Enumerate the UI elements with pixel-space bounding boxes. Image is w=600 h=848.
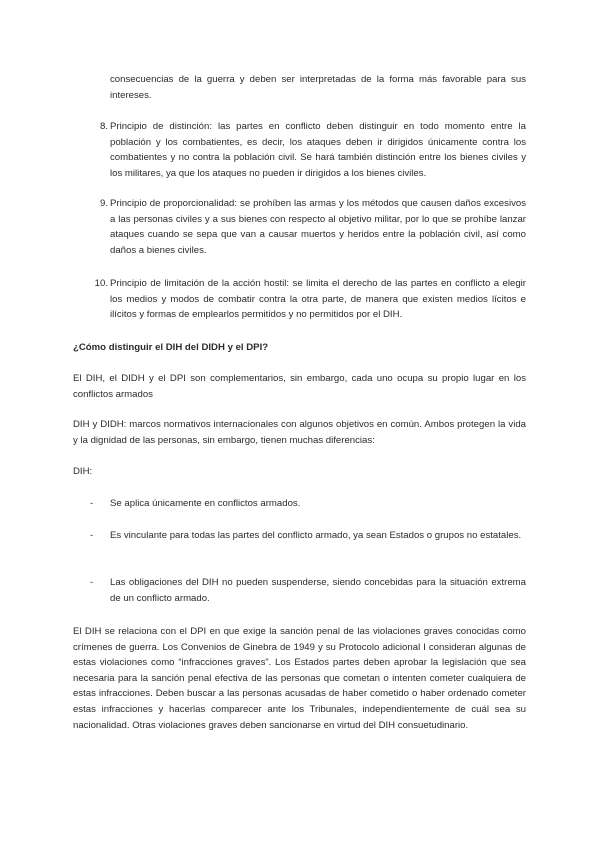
list-item-text: Es vinculante para todas las partes del conflicto armado, ya sean Estados o grupos no estatales. (110, 530, 522, 541)
paragraph-dih-dpi: El DIH se relaciona con el DPI en que exige la sanción penal de las violaciones graves conocidas como crímenes de guerra. Los Convenios de Ginebra de 1949 y su Protocolo adicional I consideran algunas de estas violaciones como “infracciones graves”. Los Estados partes deben aprobar la legislación que sea necesaria para la sanción penal efectiva de las personas que cometan o intenten cometer cualquiera de estas infracciones. Deben buscar a las personas acusadas de haber cometido o haber ordenado cometer estas infracciones y hacerlas comparecer ante los Tribunales, independientemente de cuál sea su nacionalidad. Otras violaciones graves deben sancionarse en virtud del DIH consuetudinario. (73, 626, 526, 731)
list-item (90, 276, 526, 323)
list-number: 10. (94, 278, 108, 289)
paragraph-dih-didh: DIH y DIDH: marcos normativos internacionales con algunos objetivos en común. Ambos protegen la vida y la dignidad de las personas, sin embargo, tienen muchas diferencias: (73, 419, 526, 446)
list-item (90, 575, 526, 606)
dash-bullet: - (90, 577, 94, 588)
list-item-text: Principio de limitación de la acción hostil: se limita el derecho de las partes en conflicto a elegir los medios y modos de combatir contra la otra parte, de manera que existen medios lícitos e ilícitos y formas de emplearlos permitidos y no permitidos por el DIH. (110, 278, 526, 321)
dash-bullet: - (90, 530, 94, 541)
list-item-text: Principio de distinción: las partes en conflicto deben distinguir en todo momento entre la población y los combatientes, es decir, los ataques deben ir dirigidos únicamente contra los combatientes y no contra la población civil. Se hará también distinción entre los bienes civiles y los militares, ya que los ataques no pueden ir dirigidos a los bienes civiles. (110, 121, 526, 179)
list-item (90, 496, 526, 512)
list-number: 9. (99, 198, 108, 209)
list-item-text: Se aplica únicamente en conflictos armados. (110, 498, 301, 509)
paragraph-complementary: El DIH, el DIDH y el DPI son complementarios, sin embargo, cada uno ocupa su propio lugar en los conflictos armados (73, 373, 526, 400)
section-heading: ¿Cómo distinguir el DIH del DIDH y el DPI? (73, 342, 269, 353)
list-item-text: Las obligaciones del DIH no pueden suspenderse, siendo concebidas para la situación extrema de un conflicto armado. (110, 577, 526, 604)
list-item-text: Principio de proporcionalidad: se prohíben las armas y los métodos que causen daños excesivos a las personas civiles y a sus bienes con respecto al objetivo militar, por lo que se prohíbe lanzar ataques cuando se sepa que van a causar muertos y heridos entre la población civil, así como daños a bienes civiles. (110, 198, 526, 256)
list-item (90, 528, 526, 544)
intro-continuation: consecuencias de la guerra y deben ser interpretadas de la forma más favorable para sus intereses. (110, 74, 526, 101)
list-number: 8. (99, 121, 108, 132)
dash-bullet: - (90, 498, 94, 509)
list-item (90, 196, 526, 258)
dih-label: DIH: (73, 466, 93, 477)
list-item (90, 119, 526, 181)
